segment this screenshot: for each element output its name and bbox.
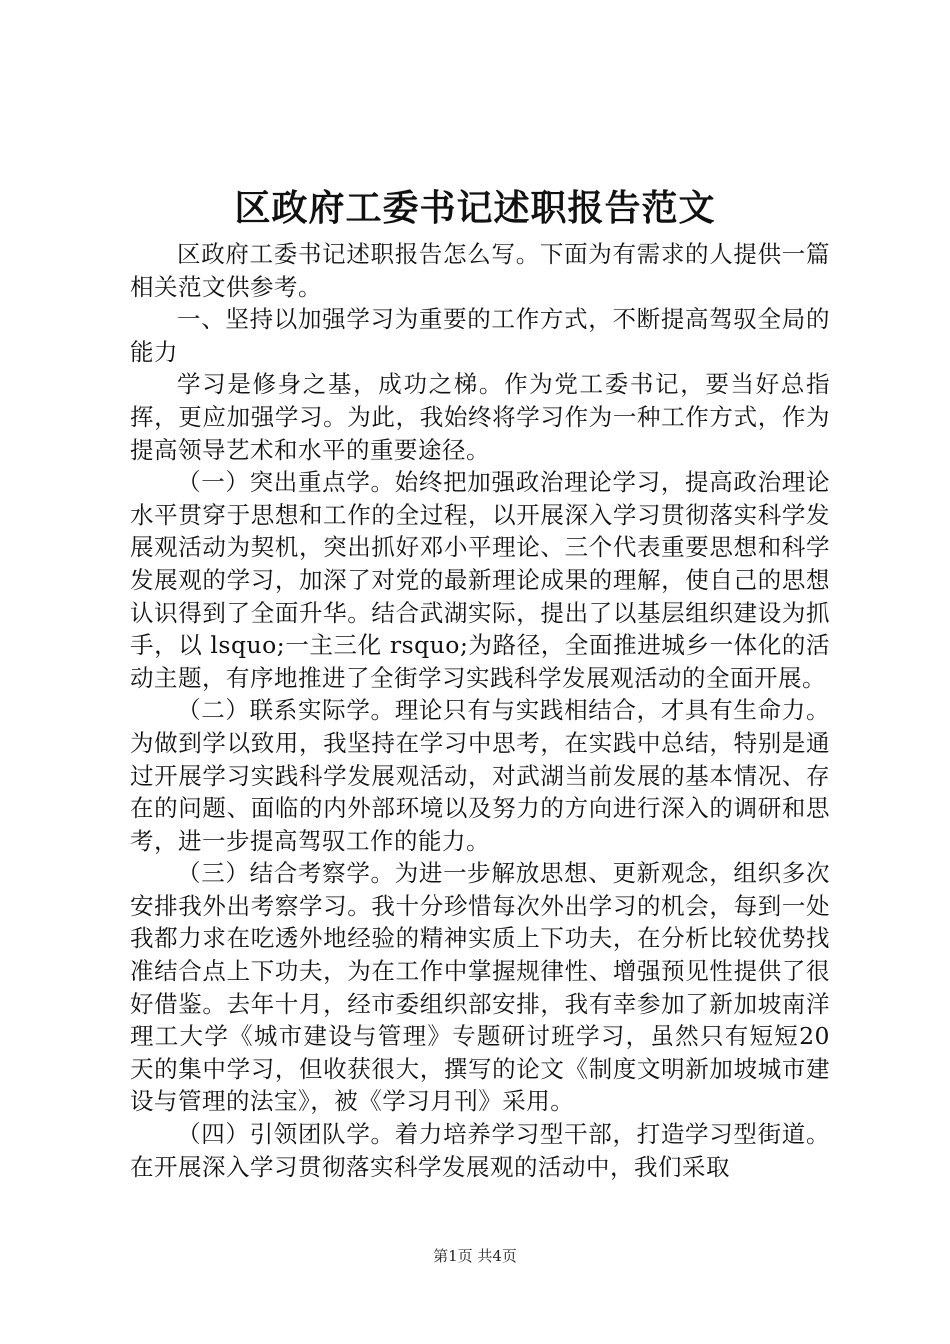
paragraph-point-2: （二）联系实际学。理论只有与实践相结合，才具有生命力。为做到学以致用，我坚持在学习中思考，在实践中总结，特别是通过开展学习实践科学发展观活动，对武湖当前发展的基本情况、存在的问题、面临的内外部环境以及努力的方向进行深入的调研和思考，进一步提高驾驭工作的能力。: [130, 696, 830, 855]
paragraph-learning: 学习是修身之基，成功之梯。作为党工委书记，要当好总指挥，更应加强学习。为此，我始终将学习作为一种工作方式，作为提高领导艺术和水平的重要途径。: [130, 370, 830, 464]
page-number: 第1页 共4页: [433, 1247, 517, 1265]
paragraph-point-4: （四）引领团队学。着力培养学习型干部，打造学习型街道。在开展深入学习贯彻落实科学发展观的活动中，我们采取: [130, 1120, 830, 1181]
paragraph-section-heading: 一、坚持以加强学习为重要的工作方式，不断提高驾驭全局的能力: [130, 305, 830, 366]
document-title: 区政府工委书记述职报告范文: [234, 187, 716, 229]
paragraph-intro: 区政府工委书记述职报告怎么写。下面为有需求的人提供一篇相关范文供参考。: [130, 240, 830, 301]
document-body: [130, 238, 830, 1183]
paragraph-point-3: （三）结合考察学。为进一步解放思想、更新观念，组织多次安排我外出考察学习。我十分珍惜每次外出学习的机会，每到一处我都力求在吃透外地经验的精神实质上下功夫，在分析比较优势找准结合点上下功夫，为在工作中掌握规律性、增强预见性提供了很好借鉴。去年十月，经市委组织部安排，我有幸参加了新加坡南洋理工大学《城市建设与管理》专题研讨班学习，虽然只有短短20天的集中学习，但收获很大，撰写的论文《制度文明新加坡城市建设与管理的法宝》，被《学习月刊》采用。: [130, 859, 830, 1116]
paragraph-point-1: （一）突出重点学。始终把加强政治理论学习，提高政治理论水平贯穿于思想和工作的全过程，以开展深入学习贯彻落实科学发展观活动为契机，突出抓好邓小平理论、三个代表重要思想和科学发展观的学习，加深了对党的最新理论成果的理解，使自己的思想认识得到了全面升华。结合武湖实际，提出了以基层组织建设为抓手，以 lsquo;一主三化 rsquo;为路径，全面推进城乡一体化的活动主题，有序地推进了全街学习实践科学发展观活动的全面开展。: [130, 468, 830, 692]
